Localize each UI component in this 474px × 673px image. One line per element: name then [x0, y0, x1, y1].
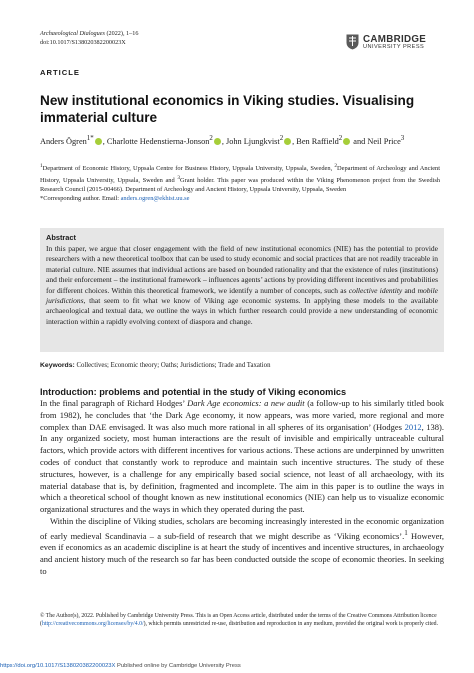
- abstract-heading: Abstract: [46, 233, 76, 242]
- abstract-term: collective identity: [348, 285, 403, 295]
- journal-doi: doi:10.1017/S138020382200023X: [40, 39, 126, 46]
- abstract-text: and: [402, 285, 418, 295]
- license-link[interactable]: http://creativecommons.org/licenses/by/4.0/: [41, 620, 144, 627]
- book-title: Dark Age economics: a new audit: [187, 398, 305, 408]
- author-name: , John Ljungkvist: [221, 136, 280, 146]
- author-affiliation-mark: 3: [400, 135, 405, 142]
- affiliation-mark: 1: [40, 163, 43, 169]
- section-heading: Introduction: problems and potential in the study of Viking economics: [40, 387, 347, 397]
- citation-link[interactable]: 2012: [404, 421, 422, 432]
- logo-line-2: UNIVERSITY PRESS: [363, 44, 425, 50]
- page-footer: [0, 662, 241, 670]
- abstract-text: In this paper, we argue that closer engagement with the field of new institutional economics (NIE) has the potential to provide researchers with a new theoretical toolbox that can be used to study economic and social practices that are not readily traceable in material culture. NIE assumes that individual actions are based on bounded rationality and that the existence of rules (institutions) and their enforcement – the institutional framework – influences agents’ actions by providing different incentives and probabilities for different choices. Within this theoretical framework, we identify a number of concepts, such as: [46, 244, 438, 295]
- cambridge-logo: [346, 34, 446, 52]
- author-affiliation-mark: 2: [209, 135, 213, 142]
- orcid-icon[interactable]: [214, 138, 221, 145]
- article-type-label: ARTICLE: [40, 68, 80, 77]
- keywords: [40, 361, 444, 370]
- author-affiliation-mark: 2: [279, 135, 284, 142]
- author-name: and Neil Price: [351, 136, 401, 146]
- paragraph: [40, 398, 444, 516]
- affiliation-2: Department of Archeology and Ancient History, Uppsala University, Uppsala, Sweden and: [40, 165, 440, 184]
- keywords-list: Collectives; Economic theory; Oaths; Jurisdictions; Trade and Taxation: [74, 362, 271, 369]
- journal-citation: [40, 29, 138, 47]
- journal-volume-pages: (2022), 1–16: [104, 30, 139, 37]
- logo-line-1: CAMBRIDGE: [363, 34, 427, 45]
- copyright-text: © The Author(s), 2022. Published by Cambridge University Press. This is an Open Access article, distributed under the terms of the Creative Commons Attribution licence (: [40, 613, 437, 627]
- author-name: , Ben Raffield: [292, 136, 339, 146]
- author-affiliation-mark: 2: [338, 135, 343, 142]
- orcid-icon[interactable]: [95, 138, 102, 145]
- article-title: New institutional economics in Viking studies. Visualising immaterial culture: [40, 93, 415, 125]
- text-run: In the final paragraph of Richard Hodges’: [40, 398, 188, 408]
- affiliation-mark: 2: [334, 163, 337, 169]
- affiliation-text: [40, 162, 440, 194]
- footer-text: Published online by Cambridge University Press: [115, 663, 241, 669]
- orcid-icon[interactable]: [284, 138, 291, 145]
- text-run: , 138). In any organized society, most human interactions are the result of invisible and empirically untraceable cultural factors, which provide actors with different incentives for various actions. These actions are underpinned by unwritten codes of conduct that constantly work to reproduce and maintain such incentive structures. The study of these structures, however, is a challenge for any empirically based social science, not least of all archaeology, with its material database that is, by definition, fragmented and incomplete. The aim in this paper is to outline the ways in which a theoretical school of thought known as new institutional economics (NIE) can help us to visualize economic organizational structures and the ways in which they operated during the past.: [40, 421, 444, 515]
- text-run: (a follow-up to his similarly titled book from 1982), he concludes that ‘the Dark Age economy, it now appears, was more varied, more regional and more complex than DAE envisaged. It was also much more rational in all spheres of its organisation’ (Hodges: [40, 398, 444, 432]
- text-run: Within the discipline of Viking studies, scholars are becoming increasingly interested in the economic organization of early medieval Scandinavia – a sub-field of research that we might describe as ‘Viking economics’.: [40, 515, 444, 541]
- corresponding-label: *Corresponding author. Email:: [40, 195, 121, 203]
- keywords-label: Keywords:: [40, 362, 75, 369]
- affiliation-mark: 3: [177, 174, 180, 181]
- corresponding-author: [40, 194, 440, 203]
- corresponding-email-link[interactable]: anders.ogren@ekhist.uu.se: [120, 195, 190, 203]
- text-run: However, even if economics as an academic discipline is at heart the study of incentives and incentive structures, in archaeology and ancient history much of the research so far has been conducted outside the scope of economic theories. In seeking to: [40, 530, 444, 576]
- affiliation-3: Grant holder. This paper was produced within the Viking Phenomenon project from the Swedish Research Council (2015-00466). Department of Archeology and Ancient History, Uppsala University, Uppsala, Sweden: [40, 176, 440, 194]
- abstract-body: [46, 244, 438, 327]
- orcid-icon[interactable]: [343, 138, 350, 145]
- copyright-notice: [40, 613, 444, 629]
- body-text: [40, 398, 444, 578]
- author-name: Anders Ögren: [40, 136, 87, 146]
- author-name: , Charlotte Hedenstierna-Jonson: [102, 136, 210, 146]
- footnote-mark[interactable]: 1: [404, 528, 408, 537]
- abstract-text: , that seem to fit what we know of Viking age economic systems. In applying these models to the available archaeological and textual data, we outline the ways in which further research could provide a new understanding of economic interaction within a rapidly evolving context of diaspora and change.: [46, 296, 438, 326]
- affiliations: [40, 162, 440, 204]
- abstract-term: mobile jurisdictions: [46, 285, 438, 306]
- journal-name: Archaeological Dialogues: [40, 30, 105, 37]
- abstract-box: [40, 228, 444, 352]
- shield-icon: [346, 34, 359, 50]
- paragraph: [40, 516, 444, 578]
- affiliation-1: Department of Economic History, Uppsala Centre for Business History, Uppsala University, Uppsala, Sweden,: [42, 165, 335, 173]
- doi-link[interactable]: https://doi.org/10.1017/S138020382200023X: [0, 663, 116, 669]
- author-affiliation-mark: 1*: [86, 135, 94, 142]
- copyright-text: ), which permits unrestricted re-use, distribution and reproduction in any medium, provided the original work is properly cited.: [143, 620, 439, 627]
- author-list: [40, 133, 440, 147]
